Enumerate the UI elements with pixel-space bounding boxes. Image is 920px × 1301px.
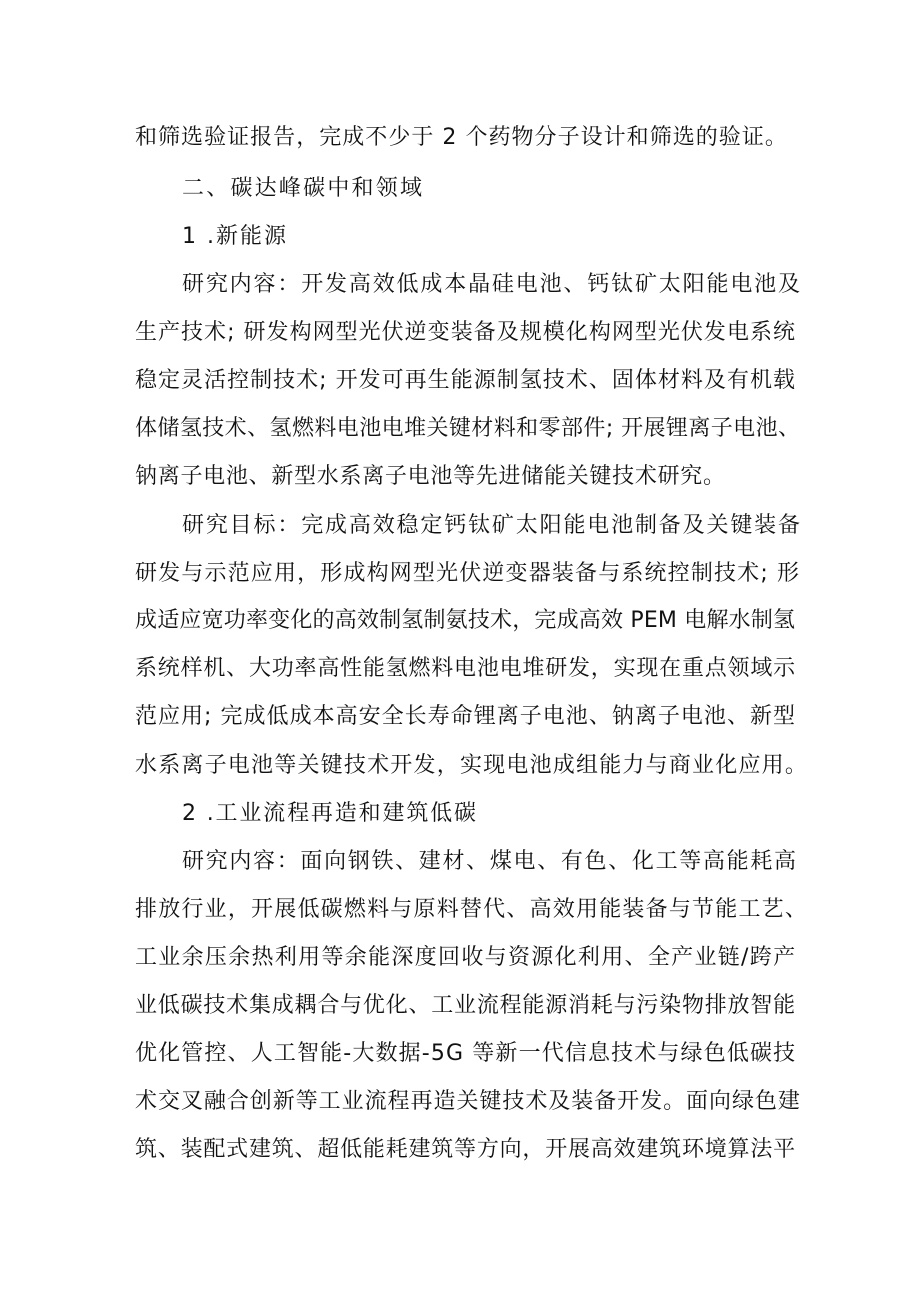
subsection-heading: 2 .工业流程再造和建筑低碳: [182, 801, 478, 826]
text-line: 系统样机、大功率高性能氢燃料电池电堆研发，实现在重点领域示: [135, 656, 796, 681]
text-line: 筑、装配式建筑、超低能耗建筑等方向，开展高效建筑环境算法平: [135, 1137, 796, 1162]
text-line: 成适应宽功率变化的高效制氢制氨技术，完成高效 PEM 电解水制氢: [135, 608, 796, 633]
text-line: 稳定灵活控制技术; 开发可再生能源制氢技术、固体材料及有机载: [135, 368, 797, 393]
text-line: 和筛选验证报告，完成不少于 2 个药物分子设计和筛选的验证。: [135, 125, 788, 150]
text-line: 术交叉融合创新等工业流程再造关键技术及装备开发。面向绿色建: [135, 1089, 801, 1114]
section-heading: 二、碳达峰碳中和领域: [182, 176, 425, 201]
text-line: 钠离子电池、新型水系离子电池等先进储能关键技术研究。: [135, 464, 726, 489]
text-line: 排放行业，开展低碳燃料与原料替代、高效用能装备与节能工艺、: [135, 897, 809, 922]
text-line: 业低碳技术集成耦合与优化、工业流程能源消耗与污染物排放智能: [135, 993, 796, 1018]
text-line: 研究目标：完成高效稳定钙钛矿太阳能电池制备及关键装备: [182, 513, 802, 538]
text-line: 研究内容：开发高效低成本晶硅电池、钙钛矿太阳能电池及: [182, 272, 802, 297]
text-line: 水系离子电池等关键技术开发，实现电池成组能力与商业化应用。: [135, 753, 809, 778]
text-line: 范应用; 完成低成本高安全长寿命锂离子电池、钠离子电池、新型: [135, 704, 797, 729]
text-line: 研发与示范应用，形成构网型光伏逆变器装备与系统控制技术; 形: [135, 561, 801, 586]
subsection-heading: 1 .新能源: [182, 224, 288, 249]
text-line: 生产技术; 研发构网型光伏逆变装备及规模化构网型光伏发电系统: [135, 320, 797, 345]
text-line: 工业余压余热利用等余能深度回收与资源化利用、全产业链/跨产: [135, 945, 797, 970]
text-line: 体储氢技术、氢燃料电池电堆关键材料和零部件; 开展锂离子电池、: [135, 416, 801, 441]
text-line: 研究内容：面向钢铁、建材、煤电、有色、化工等高能耗高: [182, 849, 798, 874]
text-line: 优化管控、人工智能-大数据-5G 等新一代信息技术与绿色低碳技: [135, 1041, 797, 1066]
